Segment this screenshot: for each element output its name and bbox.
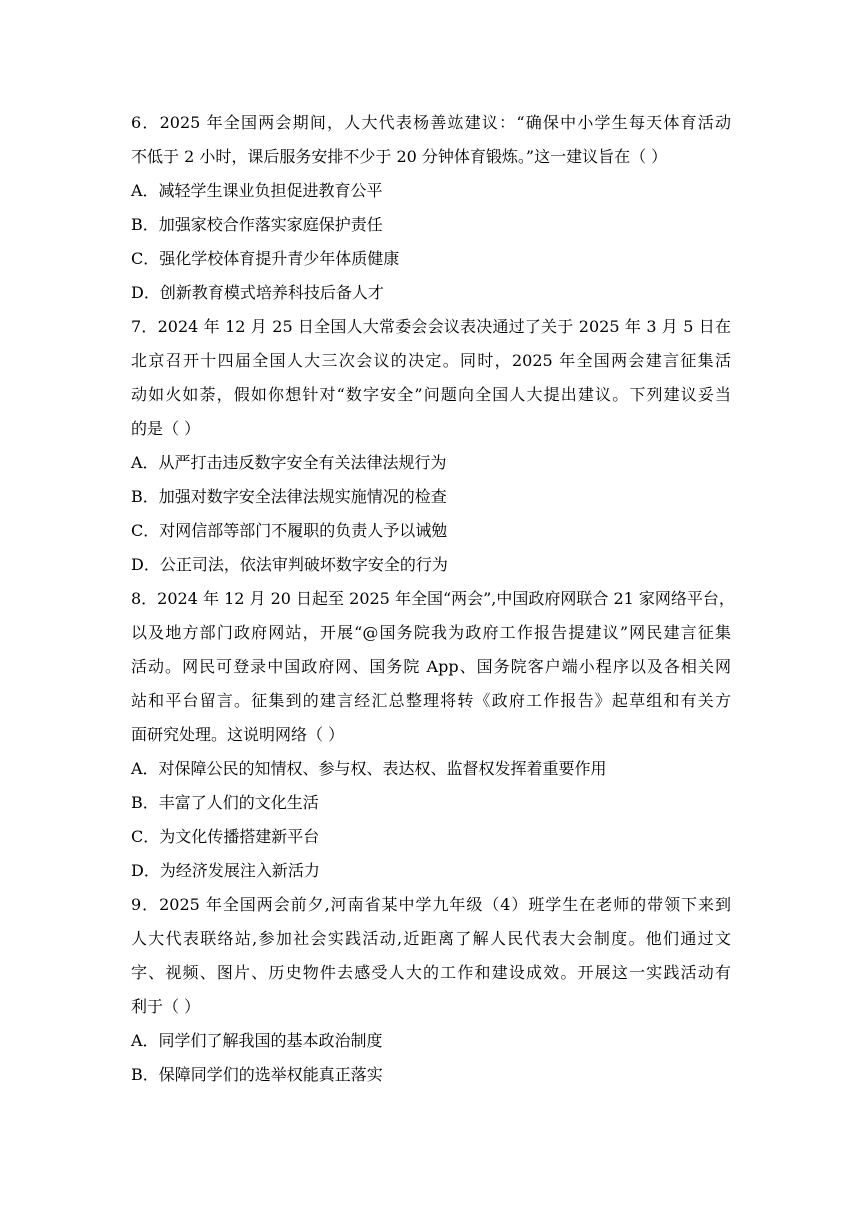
question-stem-line: 活动。网民可登录中国政府网、国务院 App、国务院客户端小程序以及各相关网 bbox=[131, 657, 731, 676]
question-9 bbox=[131, 888, 731, 1092]
question-stem-line: 站和平台留言。征集到的建言经汇总整理将转《政府工作报告》起草组和有关方 bbox=[131, 691, 731, 710]
question-8 bbox=[131, 582, 735, 888]
question-stem-line: 6．2025 年全国两会期间，人大代表杨善竑建议：“确保中小学生每天体育活动 bbox=[131, 113, 731, 132]
option-d: D．公正司法，依法审判破坏数字安全的行为 bbox=[131, 555, 448, 574]
question-stem-line: 利于（ ） bbox=[131, 997, 201, 1016]
option-a: A．同学们了解我国的基本政治制度 bbox=[131, 1031, 383, 1050]
question-stem-line: 9．2025 年全国两会前夕,河南省某中学九年级（4）班学生在老师的带领下来到 bbox=[131, 895, 731, 914]
question-stem-line: 的是（ ） bbox=[131, 419, 201, 438]
option-b: B．加强家校合作落实家庭保护责任 bbox=[131, 215, 383, 234]
option-a: A．从严打击违反数字安全有关法律法规行为 bbox=[131, 453, 447, 472]
option-a: A．减轻学生课业负担促进教育公平 bbox=[131, 181, 383, 200]
option-c: C．强化学校体育提升青少年体质健康 bbox=[131, 249, 400, 268]
option-b: B．丰富了人们的文化生活 bbox=[131, 793, 319, 812]
option-a: A．对保障公民的知情权、参与权、表达权、监督权发挥着重要作用 bbox=[131, 759, 607, 778]
question-stem-line: 人大代表联络站,参加社会实践活动,近距离了解人民代表大会制度。他们通过文 bbox=[131, 929, 731, 948]
question-stem-line: 以及地方部门政府网站，开展“@国务院我为政府工作报告提建议”网民建言征集 bbox=[131, 623, 731, 642]
question-stem-line: 北京召开十四届全国人大三次会议的决定。同时，2025 年全国两会建言征集活 bbox=[131, 351, 731, 370]
question-stem-line: 7．2024 年 12 月 25 日全国人大常委会会议表决通过了关于 2025 年 3 月 5 日在 bbox=[131, 317, 731, 336]
question-stem-line: 动如火如荼，假如你想针对“数字安全”问题向全国人大提出建议。下列建议妥当 bbox=[131, 385, 731, 404]
question-stem-line: 8．2024 年 12 月 20 日起至 2025 年全国“两会”,中国政府网联合 21 家网络平台， bbox=[131, 589, 735, 608]
exam-page bbox=[131, 106, 735, 1092]
option-c: C．对网信部等部门不履职的负责人予以诫勉 bbox=[131, 521, 448, 540]
option-b: B．加强对数字安全法律法规实施情况的检查 bbox=[131, 487, 447, 506]
option-c: C．为文化传播搭建新平台 bbox=[131, 827, 320, 846]
option-b: B．保障同学们的选举权能真正落实 bbox=[131, 1065, 383, 1084]
question-stem-line: 字、视频、图片、历史物件去感受人大的工作和建设成效。开展这一实践活动有 bbox=[131, 963, 731, 982]
question-6 bbox=[131, 106, 731, 310]
question-stem-line: 不低于 2 小时，课后服务安排不少于 20 分钟体育锻炼。”这一建议旨在（ ） bbox=[131, 147, 668, 166]
option-d: D．创新教育模式培养科技后备人才 bbox=[131, 283, 384, 302]
option-d: D．为经济发展注入新活力 bbox=[131, 861, 320, 880]
question-stem-line: 面研究处理。这说明网络（ ） bbox=[131, 725, 345, 744]
question-7 bbox=[131, 310, 731, 582]
